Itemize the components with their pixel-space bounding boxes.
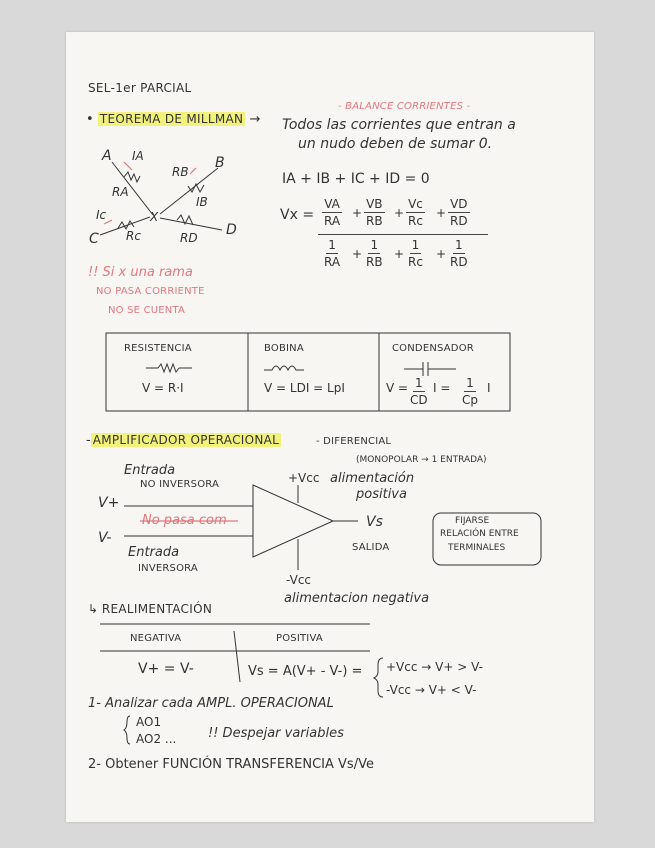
plus-sign: +	[394, 206, 405, 220]
plus-sign: +	[352, 247, 363, 261]
condensador-formula-suffix: I	[487, 381, 491, 395]
vx_den-fraction	[322, 238, 342, 269]
node-x-label: X	[150, 210, 159, 224]
no-pasa-note: No pasa com	[142, 513, 227, 528]
rd-label: RD	[180, 231, 198, 245]
fraction-numerator: VA	[324, 197, 340, 211]
despejar-note: !! Despejar variables	[208, 726, 344, 741]
negativa-label: NEGATIVA	[130, 633, 182, 644]
positiva-label: POSITIVA	[276, 633, 323, 644]
vplus-label: V+	[98, 495, 120, 511]
entrada-inversora-2: INVERSORA	[138, 563, 198, 574]
plus-sign: +	[352, 206, 363, 220]
vminus-label: V-	[98, 530, 112, 546]
rb-label: RB	[172, 165, 189, 179]
step-2: 2- Obtener FUNCIÓN TRANSFERENCIA Vs/Ve	[88, 757, 374, 772]
opamp-heading	[86, 434, 281, 447]
opamp-heading-text: AMPLIFICADOR OPERACIONAL	[92, 433, 280, 447]
vx_num-fraction	[364, 197, 385, 228]
fraction-denominator: Rc	[408, 255, 423, 269]
alim-positiva-1: alimentación	[330, 471, 415, 486]
note-line-1: !! Si x una rama	[88, 265, 193, 280]
diferencial-label: - DIFERENCIAL	[316, 436, 392, 447]
condensador-title: CONDENSADOR	[392, 343, 474, 354]
resistencia-title: RESISTENCIA	[124, 343, 192, 354]
condensador-formula-prefix: V =	[386, 381, 409, 395]
step-ao1: AO1	[136, 715, 162, 729]
bobina-title: BOBINA	[264, 343, 304, 354]
fraction-numerator: Vc	[408, 197, 423, 211]
ib-label: IB	[196, 195, 208, 209]
vx-fraction-bar	[318, 234, 488, 235]
bobina-formula: V = LDI = LpI	[264, 381, 345, 395]
rc-label: Rc	[126, 229, 141, 243]
step-1: 1- Analizar cada AMPL. OPERACIONAL	[88, 696, 334, 711]
millman-heading: • TEOREMA DE MILLMAN →	[86, 112, 261, 127]
fijarse-line-2: RELACIÓN ENTRE	[440, 529, 519, 539]
vx_num-fraction	[406, 197, 425, 228]
realimentacion-heading	[88, 603, 212, 615]
opamp-dash: -	[86, 433, 91, 448]
fraction-numerator: 1	[414, 376, 423, 390]
vx_num-fraction	[322, 197, 342, 228]
fraction-numerator: 1	[454, 238, 463, 252]
positiva-case-1: +Vcc → V+ > V-	[386, 660, 483, 674]
plus-sign: +	[394, 247, 405, 261]
alim-negativa: alimentacion negativa	[284, 591, 430, 606]
resistencia-formula: V = R·I	[142, 381, 184, 395]
plus-sign: +	[436, 206, 447, 220]
current-sum-equation: IA + IB + IC + ID = 0	[282, 171, 430, 187]
vcc-negative: -Vcc	[286, 573, 312, 587]
statement-line-1: Todos las corrientes que entran a	[282, 117, 516, 133]
entrada-no-inversora-1: Entrada	[124, 463, 176, 478]
entrada-inversora-1: Entrada	[128, 545, 180, 560]
ia-label: IA	[132, 149, 144, 163]
balance-title: - BALANCE CORRIENTES -	[338, 101, 471, 112]
node-b-label: B	[215, 155, 225, 171]
vx-label: Vx =	[280, 207, 315, 223]
node-d-label: D	[226, 222, 237, 238]
fijarse-line-3: TERMINALES	[448, 543, 506, 553]
condensador-fraction-1	[408, 376, 430, 407]
fijarse-line-1: FIJARSE	[455, 516, 490, 526]
salida-label: SALIDA	[352, 542, 390, 553]
positiva-equation: Vs = A(V+ - V-) =	[248, 664, 363, 679]
node-c-label: C	[89, 231, 99, 247]
realimentacion-heading-text: REALIMENTACIÓN	[101, 602, 213, 616]
fraction-denominator: Rc	[408, 214, 423, 228]
fraction-denominator: CD	[410, 393, 428, 407]
vx_den-fraction	[448, 238, 470, 269]
fraction-numerator: VB	[366, 197, 383, 211]
fraction-denominator: RD	[450, 214, 468, 228]
fraction-numerator: 1	[466, 376, 474, 390]
condensador-fraction-2	[460, 376, 480, 407]
fraction-numerator: 1	[411, 238, 420, 252]
positiva-case-2: -Vcc → V+ < V-	[386, 683, 477, 697]
ic-label: Ic	[96, 208, 107, 222]
ra-label: RA	[112, 185, 129, 199]
vx_den-fraction	[406, 238, 425, 269]
node-a-label: A	[102, 148, 112, 164]
vx_den-fraction	[364, 238, 385, 269]
vx-denominator	[322, 238, 492, 272]
vx-numerator	[322, 197, 492, 231]
fraction-numerator: 1	[328, 238, 336, 252]
millman-heading-text: TEOREMA DE MILLMAN	[99, 112, 244, 126]
return-arrow-icon: ↳	[88, 602, 99, 616]
negativa-equation: V+ = V-	[138, 661, 194, 677]
fraction-denominator: RB	[366, 255, 383, 269]
fraction-denominator: RB	[366, 214, 383, 228]
note-line-3: NO SE CUENTA	[108, 305, 186, 316]
step-ao2: AO2 ...	[136, 732, 177, 746]
fraction-denominator: RD	[450, 255, 468, 269]
fraction-numerator: VD	[450, 197, 468, 211]
alim-positiva-2: positiva	[356, 487, 407, 502]
vs-label: Vs	[366, 514, 383, 530]
fraction-denominator: RA	[324, 255, 341, 269]
condensador-formula-mid: I =	[433, 381, 451, 395]
monopolar-label: (MONOPOLAR → 1 ENTRADA)	[356, 455, 487, 465]
fraction-numerator: 1	[370, 238, 379, 252]
note-line-2: NO PASA CORRIENTE	[96, 286, 205, 297]
entrada-no-inversora-2: NO INVERSORA	[140, 479, 220, 490]
fraction-denominator: RA	[324, 214, 341, 228]
arrow-icon: →	[249, 112, 261, 127]
plus-sign: +	[436, 247, 447, 261]
vx_num-fraction	[448, 197, 470, 228]
fraction-denominator: Cp	[462, 393, 478, 407]
statement-line-2: un nudo deben de sumar 0.	[298, 136, 493, 152]
vcc-positive: +Vcc	[288, 471, 320, 485]
page-title: SEL-1er PARCIAL	[88, 81, 192, 95]
